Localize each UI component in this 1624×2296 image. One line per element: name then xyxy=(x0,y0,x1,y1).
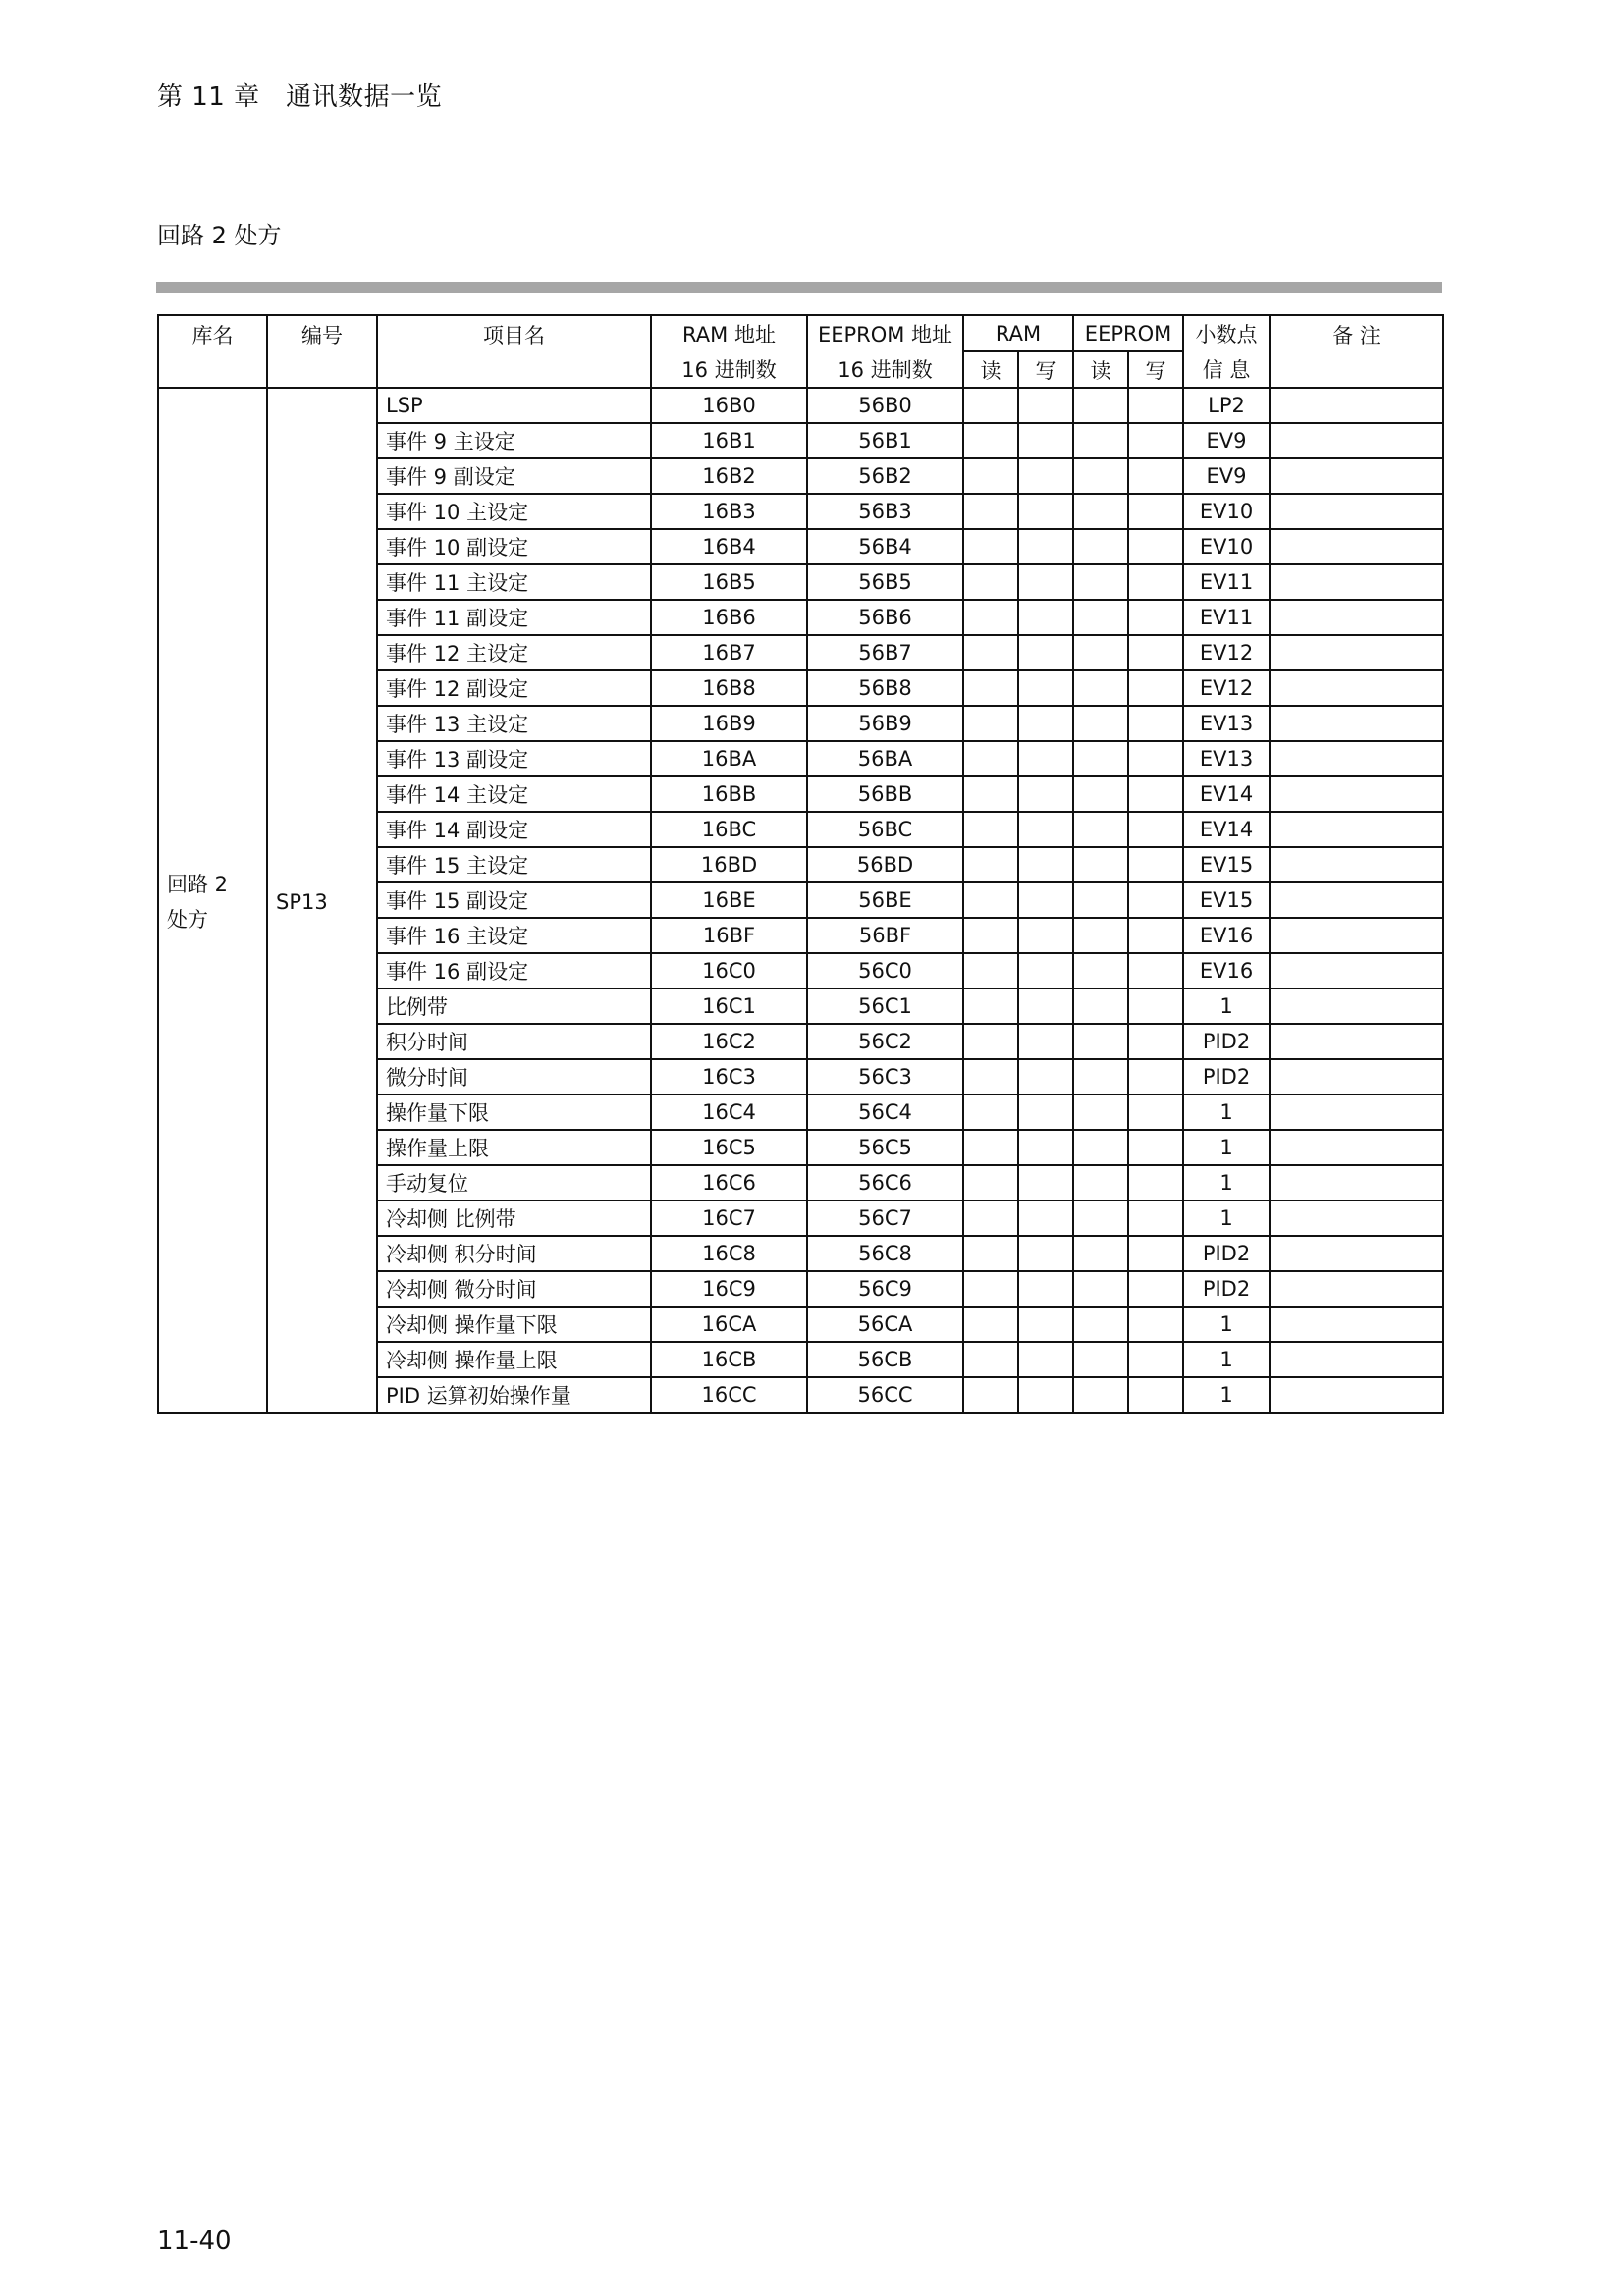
item-name-cell: 事件 9 副设定 xyxy=(377,458,651,494)
eeprom-address-cell: 56BC xyxy=(807,812,963,847)
ram-write-cell xyxy=(1018,1342,1073,1377)
eeprom-address-cell: 56B8 xyxy=(807,670,963,706)
ram-write-cell xyxy=(1018,953,1073,988)
eeprom-address-cell: 56BF xyxy=(807,918,963,953)
eeprom-read-cell xyxy=(1073,1201,1128,1236)
eeprom-address-cell: 56BE xyxy=(807,882,963,918)
remarks-cell xyxy=(1270,741,1443,776)
table-body xyxy=(158,388,1443,1413)
eeprom-write-cell xyxy=(1128,847,1183,882)
eeprom-read-cell xyxy=(1073,812,1128,847)
header-item: 项目名 xyxy=(377,315,651,388)
eeprom-write-cell xyxy=(1128,423,1183,458)
eeprom-address-cell: 56BB xyxy=(807,776,963,812)
ram-address-cell: 16C2 xyxy=(651,1024,807,1059)
decimal-info-cell: PID2 xyxy=(1183,1236,1270,1271)
ram-read-cell xyxy=(963,1130,1018,1165)
item-name-cell: 事件 11 副设定 xyxy=(377,600,651,635)
section-divider xyxy=(156,282,1442,293)
eeprom-write-cell xyxy=(1128,388,1183,423)
remarks-cell xyxy=(1270,1377,1443,1413)
ram-address-cell: 16C9 xyxy=(651,1271,807,1307)
ram-write-cell xyxy=(1018,918,1073,953)
item-name-cell: 事件 16 主设定 xyxy=(377,918,651,953)
eeprom-read-cell xyxy=(1073,600,1128,635)
communication-data-table xyxy=(157,314,1444,1414)
remarks-cell xyxy=(1270,882,1443,918)
ram-address-cell: 16C4 xyxy=(651,1095,807,1130)
remarks-cell xyxy=(1270,1059,1443,1095)
eeprom-address-cell: 56B5 xyxy=(807,564,963,600)
ram-read-cell xyxy=(963,706,1018,741)
item-name-cell: 事件 15 副设定 xyxy=(377,882,651,918)
item-name-cell: 积分时间 xyxy=(377,1024,651,1059)
library-name-line: 回路 2 xyxy=(167,873,229,896)
remarks-cell xyxy=(1270,635,1443,670)
section-title: 回路 2 处方 xyxy=(157,222,282,249)
item-name-cell: 比例带 xyxy=(377,988,651,1024)
ram-write-cell xyxy=(1018,529,1073,564)
eeprom-read-cell xyxy=(1073,423,1128,458)
eeprom-address-cell: 56C9 xyxy=(807,1271,963,1307)
eeprom-address-cell: 56CB xyxy=(807,1342,963,1377)
remarks-cell xyxy=(1270,953,1443,988)
ram-address-cell: 16CA xyxy=(651,1307,807,1342)
item-name-cell: 事件 13 副设定 xyxy=(377,741,651,776)
decimal-info-cell: EV9 xyxy=(1183,423,1270,458)
ram-address-cell: 16CC xyxy=(651,1377,807,1413)
remarks-cell xyxy=(1270,1130,1443,1165)
remarks-cell xyxy=(1270,529,1443,564)
ram-write-cell xyxy=(1018,706,1073,741)
header-row-1 xyxy=(158,315,1443,351)
eeprom-write-cell xyxy=(1128,1342,1183,1377)
ram-read-cell xyxy=(963,494,1018,529)
eeprom-address-cell: 56CA xyxy=(807,1307,963,1342)
remarks-cell xyxy=(1270,388,1443,423)
remarks-cell xyxy=(1270,1236,1443,1271)
ram-write-cell xyxy=(1018,1165,1073,1201)
decimal-info-cell: EV15 xyxy=(1183,882,1270,918)
eeprom-read-cell xyxy=(1073,1342,1128,1377)
remarks-cell xyxy=(1270,494,1443,529)
item-name-cell: 手动复位 xyxy=(377,1165,651,1201)
eeprom-read-cell xyxy=(1073,1165,1128,1201)
number-cell xyxy=(267,388,377,1413)
header-eeprom-write: 写 xyxy=(1128,351,1183,388)
eeprom-read-cell xyxy=(1073,1377,1128,1413)
library-name-line: 处方 xyxy=(167,908,208,932)
eeprom-write-cell xyxy=(1128,1095,1183,1130)
ram-read-cell xyxy=(963,776,1018,812)
remarks-cell xyxy=(1270,670,1443,706)
ram-write-cell xyxy=(1018,1271,1073,1307)
remarks-cell xyxy=(1270,1095,1443,1130)
remarks-cell xyxy=(1270,1307,1443,1342)
eeprom-read-cell xyxy=(1073,1307,1128,1342)
eeprom-address-cell: 56C3 xyxy=(807,1059,963,1095)
eeprom-address-cell: 56BD xyxy=(807,847,963,882)
ram-read-cell xyxy=(963,953,1018,988)
eeprom-read-cell xyxy=(1073,988,1128,1024)
ram-address-cell: 16B7 xyxy=(651,635,807,670)
item-name-cell: 冷却侧 微分时间 xyxy=(377,1271,651,1307)
header-eeprom: EEPROM xyxy=(1073,315,1183,351)
ram-read-cell xyxy=(963,458,1018,494)
eeprom-read-cell xyxy=(1073,1271,1128,1307)
remarks-cell xyxy=(1270,1271,1443,1307)
item-name-cell: 微分时间 xyxy=(377,1059,651,1095)
ram-address-cell: 16BA xyxy=(651,741,807,776)
ram-write-cell xyxy=(1018,741,1073,776)
decimal-info-cell: EV10 xyxy=(1183,529,1270,564)
eeprom-write-cell xyxy=(1128,1024,1183,1059)
ram-write-cell xyxy=(1018,458,1073,494)
header-eeprom-read: 读 xyxy=(1073,351,1128,388)
eeprom-read-cell xyxy=(1073,953,1128,988)
decimal-info-cell: PID2 xyxy=(1183,1271,1270,1307)
page-number: 11-40 xyxy=(157,2226,232,2256)
ram-address-cell: 16C1 xyxy=(651,988,807,1024)
ram-write-cell xyxy=(1018,635,1073,670)
eeprom-write-cell xyxy=(1128,635,1183,670)
ram-read-cell xyxy=(963,635,1018,670)
ram-write-cell xyxy=(1018,1307,1073,1342)
ram-write-cell xyxy=(1018,1377,1073,1413)
eeprom-read-cell xyxy=(1073,882,1128,918)
item-name-cell: 操作量上限 xyxy=(377,1130,651,1165)
decimal-info-cell: EV11 xyxy=(1183,600,1270,635)
eeprom-write-cell xyxy=(1128,600,1183,635)
ram-address-cell: 16C3 xyxy=(651,1059,807,1095)
ram-read-cell xyxy=(963,423,1018,458)
ram-write-cell xyxy=(1018,882,1073,918)
item-name-cell: 事件 12 主设定 xyxy=(377,635,651,670)
ram-read-cell xyxy=(963,1095,1018,1130)
decimal-info-cell: 1 xyxy=(1183,1377,1270,1413)
ram-write-cell xyxy=(1018,564,1073,600)
ram-read-cell xyxy=(963,1024,1018,1059)
ram-read-cell xyxy=(963,1377,1018,1413)
decimal-info-cell: EV9 xyxy=(1183,458,1270,494)
ram-write-cell xyxy=(1018,1236,1073,1271)
ram-read-cell xyxy=(963,600,1018,635)
eeprom-address-cell: 56C8 xyxy=(807,1236,963,1271)
item-name-cell: 事件 15 主设定 xyxy=(377,847,651,882)
remarks-cell xyxy=(1270,1165,1443,1201)
ram-address-cell: 16CB xyxy=(651,1342,807,1377)
eeprom-address-cell: 56C5 xyxy=(807,1130,963,1165)
eeprom-address-cell: 56C6 xyxy=(807,1165,963,1201)
remarks-cell xyxy=(1270,423,1443,458)
decimal-info-cell: 1 xyxy=(1183,1130,1270,1165)
ram-write-cell xyxy=(1018,1024,1073,1059)
item-name-cell: 事件 10 主设定 xyxy=(377,494,651,529)
eeprom-read-cell xyxy=(1073,458,1128,494)
decimal-info-cell: EV16 xyxy=(1183,918,1270,953)
item-name-cell: 事件 14 主设定 xyxy=(377,776,651,812)
ram-address-cell: 16B9 xyxy=(651,706,807,741)
decimal-info-cell: EV13 xyxy=(1183,706,1270,741)
ram-read-cell xyxy=(963,1342,1018,1377)
decimal-info-cell: PID2 xyxy=(1183,1059,1270,1095)
remarks-cell xyxy=(1270,812,1443,847)
eeprom-read-cell xyxy=(1073,1024,1128,1059)
eeprom-address-cell: 56B4 xyxy=(807,529,963,564)
ram-write-cell xyxy=(1018,1095,1073,1130)
remarks-cell xyxy=(1270,1024,1443,1059)
ram-address-cell: 16BD xyxy=(651,847,807,882)
eeprom-read-cell xyxy=(1073,1236,1128,1271)
decimal-info-cell: EV11 xyxy=(1183,564,1270,600)
eeprom-address-cell: 56CC xyxy=(807,1377,963,1413)
eeprom-address-cell: 56B1 xyxy=(807,423,963,458)
eeprom-address-cell: 56C7 xyxy=(807,1201,963,1236)
eeprom-address-cell: 56B6 xyxy=(807,600,963,635)
ram-write-cell xyxy=(1018,600,1073,635)
ram-address-cell: 16C5 xyxy=(651,1130,807,1165)
item-name-cell: PID 运算初始操作量 xyxy=(377,1377,651,1413)
ram-address-cell: 16B3 xyxy=(651,494,807,529)
ram-address-cell: 16B8 xyxy=(651,670,807,706)
eeprom-read-cell xyxy=(1073,388,1128,423)
ram-write-cell xyxy=(1018,812,1073,847)
header-remarks: 备 注 xyxy=(1270,315,1443,388)
ram-address-cell: 16B0 xyxy=(651,388,807,423)
decimal-info-cell: EV14 xyxy=(1183,812,1270,847)
item-name-cell: 冷却侧 积分时间 xyxy=(377,1236,651,1271)
remarks-cell xyxy=(1270,706,1443,741)
library-name-cell xyxy=(158,388,267,1413)
ram-read-cell xyxy=(963,988,1018,1024)
decimal-info-cell: 1 xyxy=(1183,1342,1270,1377)
decimal-info-cell: EV15 xyxy=(1183,847,1270,882)
eeprom-write-cell xyxy=(1128,988,1183,1024)
decimal-info-cell: EV10 xyxy=(1183,494,1270,529)
ram-address-cell: 16BE xyxy=(651,882,807,918)
remarks-cell xyxy=(1270,1342,1443,1377)
eeprom-address-cell: 56C1 xyxy=(807,988,963,1024)
decimal-info-cell: 1 xyxy=(1183,1307,1270,1342)
item-name-cell: 操作量下限 xyxy=(377,1095,651,1130)
eeprom-address-cell: 56C0 xyxy=(807,953,963,988)
item-name-cell: 事件 9 主设定 xyxy=(377,423,651,458)
eeprom-write-cell xyxy=(1128,953,1183,988)
eeprom-address-cell: 56B0 xyxy=(807,388,963,423)
eeprom-write-cell xyxy=(1128,1165,1183,1201)
item-name-cell: 事件 10 副设定 xyxy=(377,529,651,564)
decimal-info-cell: EV12 xyxy=(1183,635,1270,670)
ram-write-cell xyxy=(1018,670,1073,706)
eeprom-read-cell xyxy=(1073,776,1128,812)
eeprom-write-cell xyxy=(1128,882,1183,918)
ram-write-cell xyxy=(1018,388,1073,423)
ram-read-cell xyxy=(963,1271,1018,1307)
ram-write-cell xyxy=(1018,1201,1073,1236)
item-name-cell: 事件 16 副设定 xyxy=(377,953,651,988)
ram-write-cell xyxy=(1018,494,1073,529)
remarks-cell xyxy=(1270,918,1443,953)
remarks-cell xyxy=(1270,776,1443,812)
header-ram-write: 写 xyxy=(1018,351,1073,388)
decimal-info-cell: 1 xyxy=(1183,1095,1270,1130)
eeprom-write-cell xyxy=(1128,1130,1183,1165)
ram-read-cell xyxy=(963,741,1018,776)
ram-read-cell xyxy=(963,564,1018,600)
eeprom-write-cell xyxy=(1128,529,1183,564)
eeprom-read-cell xyxy=(1073,529,1128,564)
ram-write-cell xyxy=(1018,776,1073,812)
eeprom-read-cell xyxy=(1073,1130,1128,1165)
ram-read-cell xyxy=(963,918,1018,953)
eeprom-write-cell xyxy=(1128,494,1183,529)
eeprom-read-cell xyxy=(1073,918,1128,953)
header-decimal-info: 小数点 信 息 xyxy=(1183,315,1270,388)
eeprom-write-cell xyxy=(1128,1201,1183,1236)
header-library: 库名 xyxy=(158,315,267,388)
eeprom-read-cell xyxy=(1073,494,1128,529)
ram-read-cell xyxy=(963,388,1018,423)
eeprom-write-cell xyxy=(1128,812,1183,847)
eeprom-address-cell: 56BA xyxy=(807,741,963,776)
eeprom-read-cell xyxy=(1073,1059,1128,1095)
eeprom-address-cell: 56B2 xyxy=(807,458,963,494)
ram-read-cell xyxy=(963,1307,1018,1342)
item-name-cell: 冷却侧 操作量上限 xyxy=(377,1342,651,1377)
item-name-cell: 冷却侧 操作量下限 xyxy=(377,1307,651,1342)
ram-read-cell xyxy=(963,1165,1018,1201)
eeprom-write-cell xyxy=(1128,1307,1183,1342)
eeprom-write-cell xyxy=(1128,1059,1183,1095)
eeprom-read-cell xyxy=(1073,847,1128,882)
ram-write-cell xyxy=(1018,1059,1073,1095)
ram-write-cell xyxy=(1018,423,1073,458)
decimal-info-cell: 1 xyxy=(1183,1165,1270,1201)
item-name-cell: 事件 14 副设定 xyxy=(377,812,651,847)
chapter-header: 第 11 章 通讯数据一览 xyxy=(157,82,443,112)
decimal-info-cell: LP2 xyxy=(1183,388,1270,423)
eeprom-write-cell xyxy=(1128,1236,1183,1271)
header-eeprom-address: EEPROM 地址 16 进制数 xyxy=(807,315,963,388)
table-row xyxy=(158,388,1443,423)
decimal-info-cell: EV13 xyxy=(1183,741,1270,776)
eeprom-address-cell: 56C4 xyxy=(807,1095,963,1130)
ram-address-cell: 16BC xyxy=(651,812,807,847)
ram-address-cell: 16B5 xyxy=(651,564,807,600)
eeprom-write-cell xyxy=(1128,670,1183,706)
ram-address-cell: 16C8 xyxy=(651,1236,807,1271)
eeprom-write-cell xyxy=(1128,1377,1183,1413)
eeprom-read-cell xyxy=(1073,1095,1128,1130)
ram-read-cell xyxy=(963,670,1018,706)
decimal-info-cell: EV12 xyxy=(1183,670,1270,706)
ram-write-cell xyxy=(1018,1130,1073,1165)
ram-read-cell xyxy=(963,882,1018,918)
ram-read-cell xyxy=(963,1236,1018,1271)
eeprom-write-cell xyxy=(1128,776,1183,812)
ram-address-cell: 16C6 xyxy=(651,1165,807,1201)
ram-read-cell xyxy=(963,1059,1018,1095)
eeprom-address-cell: 56C2 xyxy=(807,1024,963,1059)
eeprom-write-cell xyxy=(1128,1271,1183,1307)
header-number: 编号 xyxy=(267,315,377,388)
remarks-cell xyxy=(1270,564,1443,600)
eeprom-address-cell: 56B3 xyxy=(807,494,963,529)
eeprom-read-cell xyxy=(1073,741,1128,776)
decimal-info-cell: PID2 xyxy=(1183,1024,1270,1059)
ram-address-cell: 16BB xyxy=(651,776,807,812)
ram-address-cell: 16BF xyxy=(651,918,807,953)
eeprom-address-cell: 56B7 xyxy=(807,635,963,670)
decimal-info-cell: 1 xyxy=(1183,1201,1270,1236)
ram-address-cell: 16B6 xyxy=(651,600,807,635)
ram-address-cell: 16B1 xyxy=(651,423,807,458)
ram-address-cell: 16C7 xyxy=(651,1201,807,1236)
remarks-cell xyxy=(1270,600,1443,635)
eeprom-write-cell xyxy=(1128,706,1183,741)
eeprom-write-cell xyxy=(1128,741,1183,776)
header-ram-address: RAM 地址 16 进制数 xyxy=(651,315,807,388)
ram-read-cell xyxy=(963,529,1018,564)
eeprom-read-cell xyxy=(1073,670,1128,706)
item-name-cell: 事件 12 副设定 xyxy=(377,670,651,706)
ram-address-cell: 16B2 xyxy=(651,458,807,494)
remarks-cell xyxy=(1270,988,1443,1024)
decimal-info-cell: 1 xyxy=(1183,988,1270,1024)
item-name-cell: 事件 13 主设定 xyxy=(377,706,651,741)
remarks-cell xyxy=(1270,847,1443,882)
remarks-cell xyxy=(1270,1201,1443,1236)
ram-read-cell xyxy=(963,812,1018,847)
eeprom-read-cell xyxy=(1073,635,1128,670)
number-value: SP13 xyxy=(276,890,328,914)
decimal-info-cell: EV14 xyxy=(1183,776,1270,812)
ram-write-cell xyxy=(1018,988,1073,1024)
remarks-cell xyxy=(1270,458,1443,494)
header-ram: RAM xyxy=(963,315,1073,351)
ram-address-cell: 16B4 xyxy=(651,529,807,564)
header-ram-read: 读 xyxy=(963,351,1018,388)
eeprom-read-cell xyxy=(1073,706,1128,741)
decimal-info-cell: EV16 xyxy=(1183,953,1270,988)
eeprom-write-cell xyxy=(1128,918,1183,953)
eeprom-read-cell xyxy=(1073,564,1128,600)
eeprom-write-cell xyxy=(1128,564,1183,600)
eeprom-address-cell: 56B9 xyxy=(807,706,963,741)
ram-read-cell xyxy=(963,1201,1018,1236)
ram-write-cell xyxy=(1018,847,1073,882)
eeprom-write-cell xyxy=(1128,458,1183,494)
item-name-cell: 事件 11 主设定 xyxy=(377,564,651,600)
ram-address-cell: 16C0 xyxy=(651,953,807,988)
item-name-cell: LSP xyxy=(377,388,651,423)
ram-read-cell xyxy=(963,847,1018,882)
item-name-cell: 冷却侧 比例带 xyxy=(377,1201,651,1236)
